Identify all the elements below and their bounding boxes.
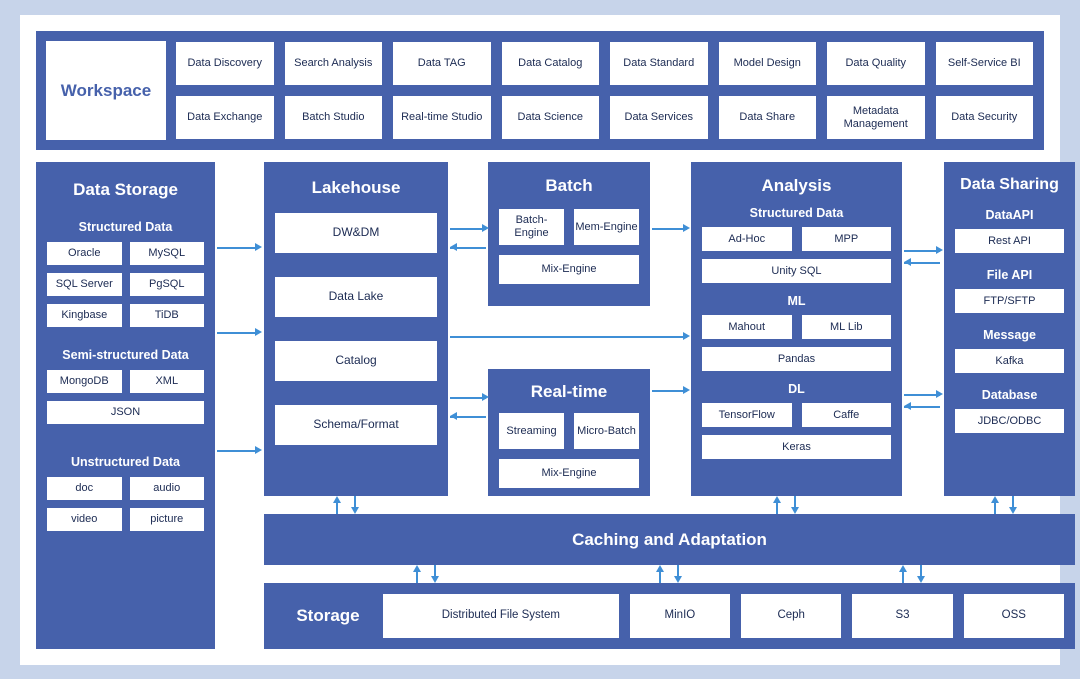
arrow-analysis-to-caching (794, 496, 796, 507)
analysis-group-dl (701, 382, 892, 460)
arrow-head-storage-lakehouse-3 (255, 446, 262, 454)
ds-item-audio[interactable]: audio (129, 476, 206, 501)
lakehouse-title: Lakehouse (311, 178, 401, 197)
workspace-item-data-science[interactable]: Data Science (501, 95, 601, 140)
workspace-item-data-services[interactable]: Data Services (609, 95, 709, 140)
analysis-item-keras[interactable]: Keras (701, 434, 892, 460)
sharing-item-jdbc-odbc[interactable]: JDBC/ODBC (954, 408, 1065, 434)
ds-item-pgsql[interactable]: PgSQL (129, 272, 206, 297)
arrow-sharing-to-caching (1012, 496, 1014, 507)
analysis-structured-row (701, 226, 892, 252)
workspace-item-search-analysis[interactable]: Search Analysis (284, 41, 384, 86)
batch-mix-engine-wrap (498, 254, 640, 285)
ds-item-video[interactable]: video (46, 507, 123, 532)
data-sharing-title: Data Sharing (960, 176, 1059, 193)
arrow-head-storage-lakehouse-1 (255, 243, 262, 251)
arrow-head-storage-caching-3 (899, 565, 907, 572)
ds-item-mysql[interactable]: MySQL (129, 241, 206, 266)
analysis-dl-full (701, 434, 892, 460)
arrow-analysis-to-sharing-2 (904, 394, 940, 396)
data-storage-title: Data Storage (73, 180, 178, 199)
arrow-head-sharing-caching (1009, 507, 1017, 514)
storage-item-s3[interactable]: S3 (851, 593, 953, 639)
data-storage-group-semi-structured-title: Semi-structured Data (62, 348, 189, 362)
arrow-analysis-to-sharing-1 (904, 250, 940, 252)
arrow-head-storage-caching-2 (656, 565, 664, 572)
main-architecture-area (36, 162, 1059, 649)
ds-item-tidb[interactable]: TiDB (129, 303, 206, 328)
arrow-head-caching-sharing (991, 496, 999, 503)
arrow-caching-to-storage-2 (677, 565, 679, 576)
lakehouse-panel (264, 162, 448, 496)
storage-items (382, 593, 1065, 639)
batch-item-batch-engine[interactable]: Batch-Engine (498, 208, 565, 246)
analysis-item-ad-hoc[interactable]: Ad-Hoc (701, 226, 793, 252)
arrow-head-storage-lakehouse-2 (255, 328, 262, 336)
arrow-caching-to-storage-3 (920, 565, 922, 576)
data-storage-group-structured-title: Structured Data (78, 220, 173, 234)
arrow-head-lakehouse-analysis (683, 332, 690, 340)
ds-item-xml[interactable]: XML (129, 369, 206, 394)
workspace-item-data-security[interactable]: Data Security (935, 95, 1035, 140)
workspace-item-data-catalog[interactable]: Data Catalog (501, 41, 601, 86)
sharing-group-dataapi-title: DataAPI (985, 208, 1034, 222)
arrow-head-analysis-sharing-2 (936, 390, 943, 398)
arrow-head-realtime-lakehouse (450, 412, 457, 420)
realtime-title: Real-time (530, 382, 608, 401)
workspace-item-real-time-studio[interactable]: Real-time Studio (392, 95, 492, 140)
sharing-item-kafka[interactable]: Kafka (954, 348, 1065, 374)
analysis-item-unity-sql[interactable]: Unity SQL (701, 258, 892, 284)
arrow-caching-to-sharing (994, 503, 996, 514)
ds-item-json[interactable]: JSON (46, 400, 205, 425)
lakehouse-item-catalog[interactable]: Catalog (274, 340, 438, 382)
arrow-head-caching-storage-1 (431, 576, 439, 583)
arrow-head-realtime-analysis (683, 386, 690, 394)
arrow-head-caching-storage-3 (917, 576, 925, 583)
ds-item-kingbase[interactable]: Kingbase (46, 303, 123, 328)
analysis-item-pandas[interactable]: Pandas (701, 346, 892, 372)
arrow-lakehouse-to-realtime (450, 397, 486, 399)
workspace-item-data-quality[interactable]: Data Quality (826, 41, 926, 86)
batch-item-mem-engine[interactable]: Mem-Engine (573, 208, 640, 246)
workspace-item-self-service-bi[interactable]: Self-Service BI (935, 41, 1035, 86)
arrow-realtime-to-analysis (652, 390, 687, 392)
arrow-storage-to-caching-1 (416, 572, 418, 583)
arrow-head-caching-lakehouse (333, 496, 341, 503)
workspace-item-model-design[interactable]: Model Design (718, 41, 818, 86)
analysis-group-structured-title: Structured Data (749, 206, 844, 220)
storage-title: Storage (296, 606, 360, 625)
workspace-item-data-tag[interactable]: Data TAG (392, 41, 492, 86)
analysis-item-ml-lib[interactable]: ML Lib (801, 314, 893, 340)
caching-adaptation-title: Caching and Adaptation (572, 529, 767, 549)
ds-item-sql-server[interactable]: SQL Server (46, 272, 123, 297)
workspace-item-data-exchange[interactable]: Data Exchange (175, 95, 275, 140)
arrow-storage-to-caching-2 (659, 572, 661, 583)
arrow-head-analysis-sharing-1 (936, 246, 943, 254)
workspace-item-data-share[interactable]: Data Share (718, 95, 818, 140)
lakehouse-item-dw-dm[interactable]: DW&DM (274, 212, 438, 254)
storage-item-oss[interactable]: OSS (963, 593, 1065, 639)
realtime-item-streaming[interactable]: Streaming (498, 412, 565, 450)
data-storage-panel (36, 162, 215, 649)
lakehouse-item-schema-format[interactable]: Schema/Format (274, 404, 438, 446)
ds-item-picture[interactable]: picture (129, 507, 206, 532)
arrow-storage-to-lakehouse-2 (217, 332, 257, 334)
sharing-group-message-title: Message (983, 328, 1036, 342)
realtime-panel (488, 369, 650, 496)
storage-item-ceph[interactable]: Ceph (740, 593, 842, 639)
analysis-group-ml (701, 294, 892, 372)
analysis-group-dl-title: DL (788, 382, 805, 396)
data-sharing-panel (944, 162, 1075, 496)
data-storage-semi-structured-grid (46, 369, 205, 394)
arrow-head-lakehouse-realtime (482, 393, 489, 401)
arrow-lakehouse-to-batch (450, 228, 486, 230)
ds-item-mongodb[interactable]: MongoDB (46, 369, 123, 394)
analysis-item-tensorflow[interactable]: TensorFlow (701, 402, 793, 428)
workspace-title: Workspace (46, 41, 166, 140)
arrow-head-batch-analysis (683, 224, 690, 232)
arrow-head-lakehouse-caching (351, 507, 359, 514)
analysis-structured-full (701, 258, 892, 284)
sharing-item-rest-api[interactable]: Rest API (954, 228, 1065, 254)
arrow-head-sharing-analysis-1 (904, 258, 911, 266)
storage-bar (264, 583, 1075, 649)
analysis-title: Analysis (761, 176, 832, 195)
batch-title: Batch (545, 176, 593, 195)
realtime-mix-engine-wrap (498, 458, 640, 489)
data-storage-unstructured-grid (46, 476, 205, 532)
analysis-group-ml-title: ML (787, 294, 806, 308)
analysis-group-structured (701, 206, 892, 284)
arrow-caching-to-lakehouse (336, 503, 338, 514)
storage-item-minio[interactable]: MinIO (629, 593, 731, 639)
sharing-group-file-api-title: File API (986, 268, 1033, 282)
arrow-head-analysis-caching (791, 507, 799, 514)
arrow-caching-to-analysis (776, 503, 778, 514)
arrow-head-lakehouse-batch (482, 224, 489, 232)
data-storage-semi-structured-full (46, 400, 205, 425)
arrow-storage-to-lakehouse-3 (217, 450, 257, 452)
arrow-caching-to-storage-1 (434, 565, 436, 576)
arrow-storage-to-lakehouse-1 (217, 247, 257, 249)
batch-item-mix-engine[interactable]: Mix-Engine (498, 254, 640, 285)
ds-item-doc[interactable]: doc (46, 476, 123, 501)
data-storage-group-unstructured-title: Unstructured Data (70, 455, 181, 469)
lakehouse-item-data-lake[interactable]: Data Lake (274, 276, 438, 318)
analysis-ml-full (701, 346, 892, 372)
sharing-group-database-title: Database (981, 388, 1038, 402)
batch-engine-row (498, 208, 640, 246)
realtime-item-micro-batch[interactable]: Micro-Batch (573, 412, 640, 450)
arrow-head-storage-caching-1 (413, 565, 421, 572)
arrow-head-caching-storage-2 (674, 576, 682, 583)
arrow-lakehouse-to-analysis (450, 336, 687, 338)
realtime-item-mix-engine[interactable]: Mix-Engine (498, 458, 640, 489)
caching-adaptation-bar (264, 514, 1075, 565)
workspace-section (36, 31, 1044, 150)
analysis-panel (691, 162, 902, 496)
arrow-head-sharing-analysis-2 (904, 402, 911, 410)
arrow-head-batch-lakehouse (450, 243, 457, 251)
batch-panel (488, 162, 650, 306)
arrow-batch-to-analysis (652, 228, 687, 230)
realtime-engine-row (498, 412, 640, 450)
analysis-ml-row (701, 314, 892, 340)
workspace-item-data-discovery[interactable]: Data Discovery (175, 41, 275, 86)
ds-item-oracle[interactable]: Oracle (46, 241, 123, 266)
analysis-item-caffe[interactable]: Caffe (801, 402, 893, 428)
arrow-storage-to-caching-3 (902, 572, 904, 583)
sharing-item-ftp-sftp[interactable]: FTP/SFTP (954, 288, 1065, 314)
workspace-items-grid (175, 41, 1034, 140)
workspace-item-batch-studio[interactable]: Batch Studio (284, 95, 384, 140)
data-storage-structured-grid (46, 241, 205, 328)
analysis-dl-row (701, 402, 892, 428)
diagram-canvas (20, 15, 1060, 665)
arrow-lakehouse-to-caching (354, 496, 356, 507)
analysis-item-mpp[interactable]: MPP (801, 226, 893, 252)
workspace-item-data-standard[interactable]: Data Standard (609, 41, 709, 86)
workspace-item-metadata-management[interactable]: Metadata Management (826, 95, 926, 140)
arrow-head-caching-analysis (773, 496, 781, 503)
analysis-item-mahout[interactable]: Mahout (701, 314, 793, 340)
storage-item-distributed-file-system[interactable]: Distributed File System (382, 593, 620, 639)
